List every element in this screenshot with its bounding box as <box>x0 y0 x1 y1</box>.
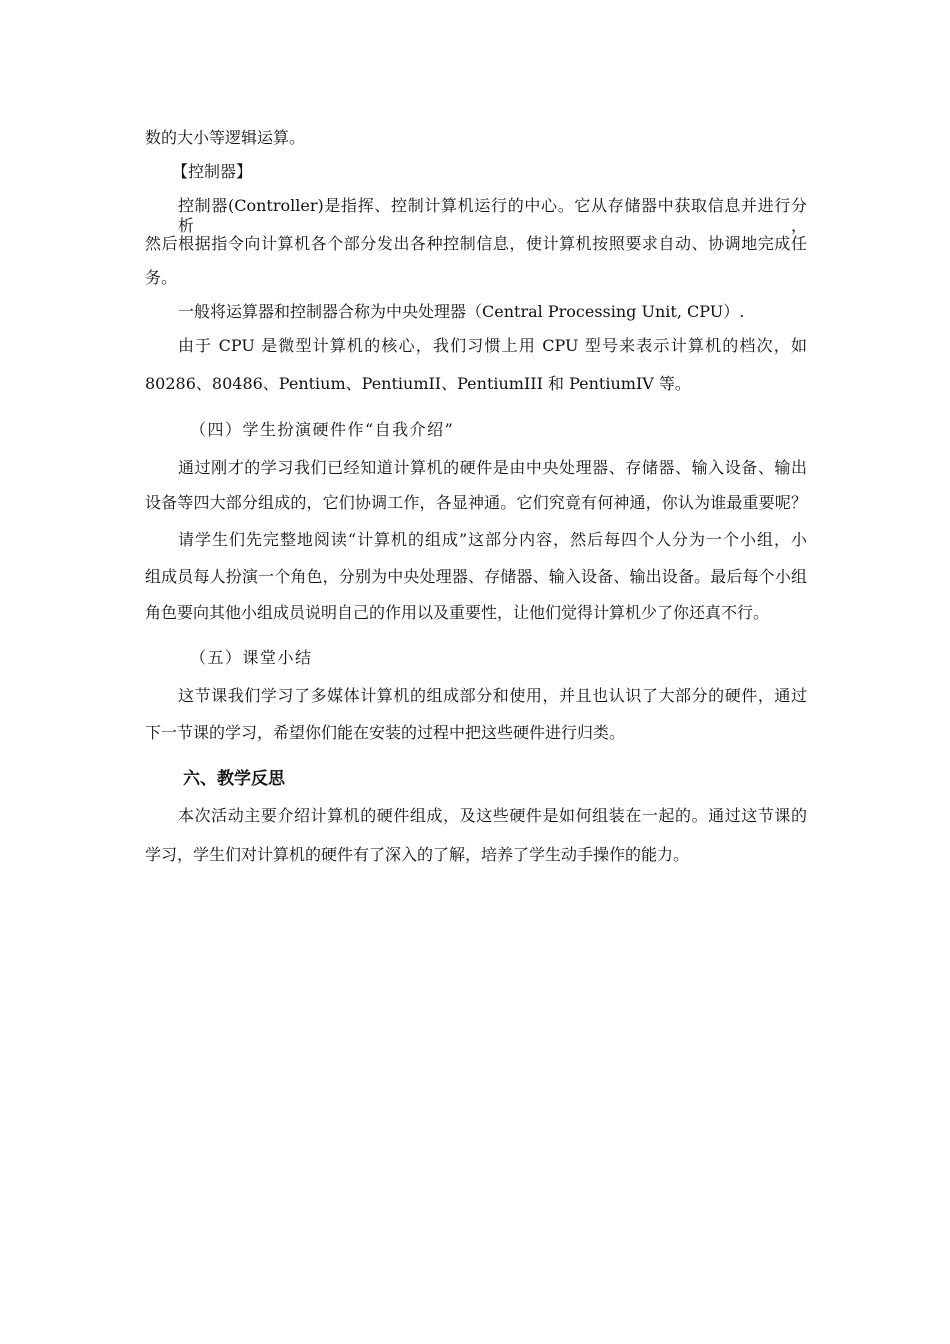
paragraph-line: 组成员每人扮演一个角色，分别为中央处理器、存储器、输入设备、输出设备。最后每个小组 <box>145 567 807 586</box>
paragraph-line: 角色要向其他小组成员说明自己的作用以及重要性，让他们觉得计算机少了你还真不行。 <box>145 603 770 622</box>
paragraph-line: 数的大小等逻辑运算。 <box>145 128 306 147</box>
subsection-heading-4: （四）学生扮演硬件作“自我介绍” <box>190 420 455 439</box>
paragraph-line: 一般将运算器和控制器合称为中央处理器（Central Processing Unit, CPU）. <box>178 302 745 321</box>
paragraph-line: 学习，学生们对计算机的硬件有了深入的了解，培养了学生动手操作的能力。 <box>145 845 690 864</box>
paragraph-line: 80286、80486、Pentium、PentiumII、PentiumIII 和 PentiumIV 等。 <box>145 374 691 393</box>
paragraph-line: 这节课我们学习了多媒体计算机的组成部分和使用，并且也认识了大部分的硬件，通过 <box>178 686 807 705</box>
paragraph-line: 设备等四大部分组成的，它们协调工作，各显神通。它们究竟有何神通，你认为谁最重要呢？ <box>145 493 807 512</box>
paragraph-line: 本次活动主要介绍计算机的硬件组成，及这些硬件是如何组装在一起的。通过这节课的 <box>178 806 807 825</box>
paragraph-line: 由于 CPU 是微型计算机的核心，我们习惯上用 CPU 型号来表示计算机的档次，如 <box>178 336 807 355</box>
section-label-controller: 【控制器】 <box>172 162 253 181</box>
paragraph-line: 请学生们先完整地阅读“计算机的组成”这部分内容，然后每四个人分为一个小组，小 <box>178 530 807 549</box>
paragraph-line: 务。 <box>145 268 178 287</box>
paragraph-line: 下一节课的学习，希望你们能在安装的过程中把这些硬件进行归类。 <box>145 723 626 742</box>
paragraph-line: 然后根据指令向计算机各个部分发出各种控制信息，使计算机按照要求自动、协调地完成任 <box>145 234 807 253</box>
paragraph-line: 控制器(Controller)是指挥、控制计算机运行的中心。它从存储器中获取信息并进行分析， <box>178 196 807 235</box>
section-heading-6: 六、教学反思 <box>183 769 285 789</box>
subsection-heading-5: （五）课堂小结 <box>190 648 313 667</box>
paragraph-line: 通过刚才的学习我们已经知道计算机的硬件是由中央处理器、存储器、输入设备、输出 <box>178 458 807 477</box>
